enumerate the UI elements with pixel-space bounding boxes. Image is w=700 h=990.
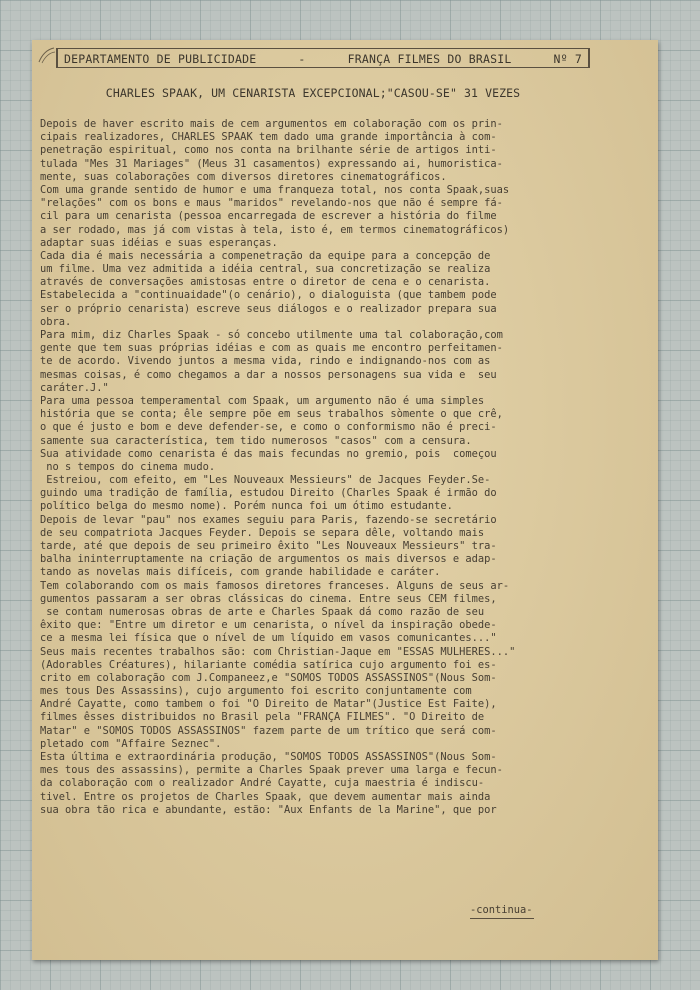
- text-line: adaptar suas idéias e suas esperanças.: [40, 236, 278, 249]
- company-name: FRANÇA FILMES DO BRASIL: [347, 52, 512, 66]
- text-line: Estreiou, com efeito, em "Les Nouveaux Messieurs" de Jacques Feyder.Se-: [40, 474, 491, 487]
- text-line: a ser rodado, mas já com vistas à tela, isto é, em termos cinematográficos): [40, 223, 510, 236]
- text-line: Cada dia é mais necessária a compenetração da equipe para a concepção de: [40, 249, 491, 262]
- text-line: Sua atividade como cenarista é das mais fecundas no gremio, pois começou: [40, 447, 497, 460]
- header-separator: -: [298, 52, 306, 66]
- department-name: DEPARTAMENTO DE PUBLICIDADE: [64, 52, 257, 66]
- text-line: mes tous Des Assassins), cujo argumento foi escrito conjuntamente com: [40, 685, 472, 698]
- text-line: caráter.J.": [40, 381, 109, 394]
- text-line: (Adorables Créatures), hilariante comédia satírica cujo argumento foi es-: [40, 658, 497, 671]
- text-line: André Cayatte, como tambem o foi "O Direito de Matar"(Justice Est Faite),: [40, 698, 497, 711]
- text-line: obra.: [40, 315, 72, 328]
- text-line: político belga do mesmo nome). Porém nunca foi um ótimo estudante.: [40, 500, 453, 513]
- text-line: êxito que: "Entre um diretor e um cenarista, o nível da inspiração obede-: [40, 619, 497, 632]
- article-body: [40, 118, 600, 817]
- text-line: ser o próprio cenarista) escreve seus diálogos e o realizador prepara sua: [40, 302, 497, 315]
- text-line: mesmas coisas, é como chegamos a dar a nossos personagens sua vida e seu: [40, 368, 497, 381]
- text-line: no s tempos do cinema mudo.: [40, 460, 216, 473]
- text-line: gente que tem suas próprias idéias e com as quais me encontro perfeitamen-: [40, 342, 503, 355]
- text-line: cil para um cenarista (pessoa encarregada de escrever a história do filme: [40, 210, 497, 223]
- issue-number: Nº 7: [553, 52, 582, 66]
- text-line: pletado com "Affaire Seznec".: [40, 737, 222, 750]
- continues-label: -continua-: [470, 904, 533, 916]
- text-line: guindo uma tradição de família, estudou Direito (Charles Spaak é irmão do: [40, 487, 497, 500]
- text-line: Tem colaborando com os mais famosos diretores franceses. Alguns de seus ar-: [40, 579, 510, 592]
- text-line: crito em colaboração com J.Companeez,e "SOMOS TODOS ASSASSINOS"(Nous Som-: [40, 671, 497, 684]
- text-line: filmes êsses distribuidos no Brasil pela "FRANÇA FILMES". "O Direito de: [40, 711, 485, 724]
- text-line: balha ininterruptamente na criação de argumentos os mais diversos e adap-: [40, 553, 497, 566]
- text-line: Matar" e "SOMOS TODOS ASSASSINOS" fazem parte de um trítico que será com-: [40, 724, 497, 737]
- text-line: "relações" com os bons e maus "maridos" revelando-nos que não é sempre fá-: [40, 197, 503, 210]
- text-line: samente sua característica, tem tido numerosos "casos" com a censura.: [40, 434, 472, 447]
- text-line: o que é justo e bom e deve defender-se, e como o conformismo não é preci-: [40, 421, 497, 434]
- text-line: Depois de levar "pau" nos exames seguiu para Paris, fazendo-se secretário: [40, 513, 497, 526]
- text-line: ce a mesma lei física que o nível de um líquido em vasos comunicantes...": [40, 632, 497, 645]
- text-line: sua obra tão rica e abundante, estão: "Aux Enfants de la Marine", que por: [40, 803, 497, 816]
- continues-underline: [470, 918, 534, 919]
- text-line: Estabelecida a "continuaidade"(o cenário), o dialoguista (que tambem pode: [40, 289, 497, 302]
- text-line: mes tous des assassins), permite a Charles Spaak prever uma larga e fecun-: [40, 764, 503, 777]
- text-line: Seus mais recentes trabalhos são: com Christian-Jaque em "ESSAS MULHERES...": [40, 645, 516, 658]
- text-line: mente, suas colaborações com diversos diretores cinematográficos.: [40, 170, 447, 183]
- text-line: de seu compatriota Jacques Feyder. Depois se separa dêle, voltando mais: [40, 526, 485, 539]
- text-line: gumentos passaram a ser obras clássicas do cinema. Entre seus CEM filmes,: [40, 592, 497, 605]
- text-line: história que se conta; êle sempre põe em seus trabalhos sòmente o que crê,: [40, 408, 503, 421]
- text-line: Para uma pessoa temperamental com Spaak, um argumento não é uma simples: [40, 394, 485, 407]
- text-line: penetração espiritual, como nos conta na brilhante série de artigos inti-: [40, 144, 497, 157]
- text-line: através de conversações amistosas entre o diretor de cena e o cenarista.: [40, 276, 491, 289]
- text-line: cipais realizadores, CHARLES SPAAK tem dado uma grande importância à com-: [40, 131, 497, 144]
- text-line: um filme. Uma vez admitida a idéia central, sua concretização se realiza: [40, 263, 491, 276]
- article-title: CHARLES SPAAK, UM CENARISTA EXCEPCIONAL;"CASOU-SE" 31 VEZES: [105, 86, 521, 100]
- text-line: te de acordo. Vivendo juntos a mesma vida, rindo e indignando-nos com as: [40, 355, 491, 368]
- text-line: da colaboração com o realizador André Cayatte, cuja maestria é indiscu-: [40, 777, 485, 790]
- pencil-mark-icon: [36, 44, 58, 66]
- text-line: Esta última e extraordinária produção, "SOMOS TODOS ASSASSINOS"(Nous Som-: [40, 751, 497, 763]
- text-line: se contam numerosas obras de arte e Charles Spaak dá como razão de seu: [40, 605, 485, 618]
- text-line: tulada "Mes 31 Mariages" (Meus 31 casamentos) expressando ai, humoristica-: [40, 157, 503, 170]
- letterhead-banner: [56, 48, 590, 68]
- text-line: Depois de haver escrito mais de cem argumentos em colaboração com os prin-: [40, 118, 503, 130]
- text-line: Com uma grande sentido de humor e uma franqueza total, nos conta Spaak,suas: [40, 183, 510, 196]
- text-line: Para mim, diz Charles Spaak - só concebo utilmente uma tal colaboração,com: [40, 329, 503, 341]
- text-line: tarde, até que depois de seu primeiro êxito "Les Nouveaux Messieurs" tra-: [40, 540, 497, 552]
- text-line: tando as novelas mais difíceis, com grande habilidade e caráter.: [40, 566, 441, 579]
- text-line: tivel. Entre os projetos de Charles Spaak, que devem aumentar mais ainda: [40, 790, 491, 803]
